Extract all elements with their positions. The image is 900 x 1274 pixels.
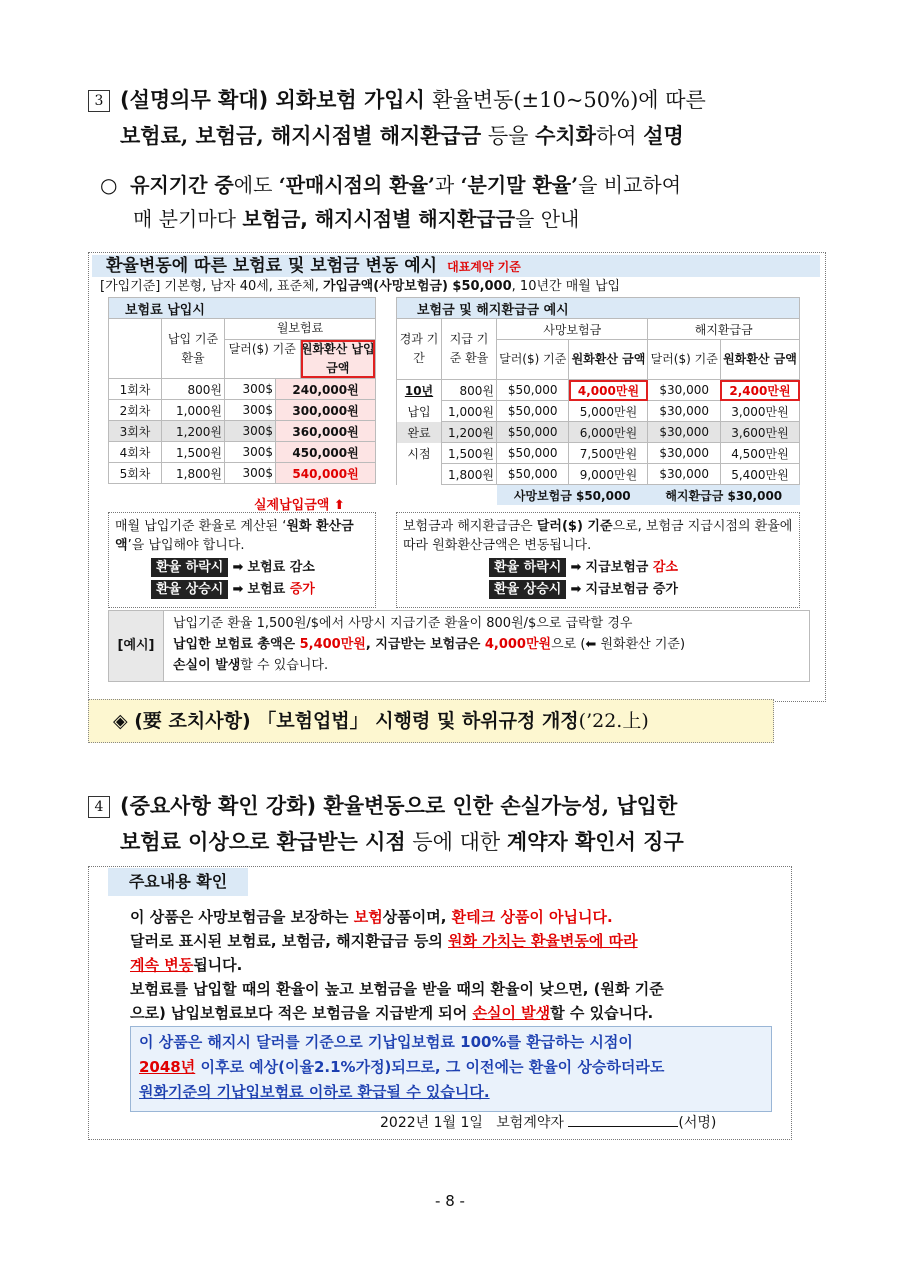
cell-krw: 450,000원: [276, 442, 376, 463]
text: 설명: [643, 123, 684, 148]
text: 보험: [353, 908, 383, 926]
cell-d_usd: $50,000: [497, 443, 569, 464]
text: 할 수 있습니다.: [240, 658, 329, 673]
text: [가입기준] 기본형, 남자 40세, 표준체,: [100, 279, 323, 294]
cell-d_usd: $50,000: [497, 401, 569, 422]
text: 증가: [289, 582, 315, 597]
col-monthly: [225, 319, 376, 379]
col-surrender: 해지환급금: [648, 319, 800, 340]
cell-period: 납입: [397, 401, 442, 422]
text: 환율변동(±10~50%)에 따른: [432, 88, 706, 112]
text: 외화보험 가입시: [268, 87, 433, 112]
cell-s_usd: $30,000: [648, 380, 720, 401]
text: 가입금액(사망보험금) $50,000: [323, 279, 512, 294]
cell-usd: 300$: [225, 421, 276, 442]
bullet-paragraph: [100, 168, 780, 236]
premium-table: [108, 297, 376, 484]
example-title-bar: [92, 255, 820, 277]
cell-n: 1회차: [109, 379, 162, 400]
empty-cell: [397, 485, 497, 506]
cell-n: 2회차: [109, 400, 162, 421]
text: 원화환산 기준): [596, 637, 686, 652]
cell-rate: 1,000원: [442, 401, 497, 422]
text: , 10년간 매월 납입: [511, 279, 621, 294]
page-number: - 8 -: [435, 1192, 465, 1210]
cell-rate: 1,800원: [442, 464, 497, 485]
col-rate: 납입 기준 환율: [162, 319, 225, 379]
confirmation-tab: 주요내용 확인: [108, 868, 248, 896]
table-row: [109, 463, 376, 484]
text: ‘판매시점의 환율’: [278, 173, 435, 197]
cell-s_krw: 3,600만원: [720, 422, 799, 443]
cell-usd: 300$: [225, 442, 276, 463]
cell-n: 5회차: [109, 463, 162, 484]
table-row: [397, 464, 800, 485]
col-monthly-label: 월보험료: [225, 319, 375, 340]
text: 납입기준 환율 1,500원/$에서 사망시 지급기준 환율이 800원/$으로 급락할 경우: [173, 616, 633, 631]
table-row: [109, 379, 376, 400]
arrow-right-icon: ➡: [570, 560, 582, 575]
cell-rate: 1,500원: [442, 443, 497, 464]
cell-period: [397, 464, 442, 485]
cell-rate: 800원: [162, 379, 225, 400]
empty-cell: [109, 319, 162, 379]
arrow-right-icon: ➡: [232, 582, 244, 597]
text: 지급보험금 증가: [585, 582, 678, 597]
arrow-right-icon: ➡: [232, 560, 244, 575]
cell-d_usd: $50,000: [497, 380, 569, 401]
tag-rate-rise: 환율 상승시: [151, 580, 228, 599]
text: 할 수 있습니다.: [550, 1004, 654, 1022]
cell-d_krw: 5,000만원: [569, 401, 648, 422]
arrow-left-icon: ⬅: [585, 637, 597, 652]
benefit-table-header: 보험금 및 해지환급금 예시: [397, 298, 800, 319]
text: 등에 대한: [405, 830, 507, 854]
col-death-benefit: 사망보험금: [497, 319, 648, 340]
cell-krw: 240,000원: [276, 379, 376, 400]
text: 을 안내: [515, 207, 580, 231]
benefit-table: [396, 297, 800, 505]
cell-krw: 360,000원: [276, 421, 376, 442]
cell-rate: 1,200원: [442, 422, 497, 443]
bullet-mark: ○: [100, 173, 118, 197]
table-row: [109, 421, 376, 442]
table-row: [109, 442, 376, 463]
confirm-line-4: 보험료를 납입할 때의 환율이 높고 보험금을 받을 때의 환율이 낮으면, (원화 기준: [130, 980, 664, 998]
text: 5,400만원: [299, 637, 366, 652]
text: 보험료 이상으로 환급받는 시점: [120, 829, 406, 854]
section-3-heading: [88, 82, 788, 154]
text: 손실이 발생: [173, 658, 241, 673]
text: 지급보험금: [585, 560, 653, 575]
text: 하여: [595, 124, 644, 148]
example-title: 환율변동에 따른 보험료 및 보험금 변동 예시: [106, 256, 438, 276]
example-title-note: 대표계약 기준: [447, 260, 521, 274]
signature-label: (서명): [678, 1115, 717, 1131]
text: 손실이 발생: [472, 1004, 551, 1022]
text: , 지급받는 보험금은: [365, 637, 485, 652]
note-left: [108, 512, 376, 608]
surrender-caption: 해지환급금 $30,000: [648, 485, 800, 506]
confirm-highlight: [130, 1026, 772, 1112]
death-benefit-caption: 사망보험금 $50,000: [497, 485, 648, 506]
confirm-line-1: [130, 906, 770, 928]
cell-usd: 300$: [225, 400, 276, 421]
cell-s_krw: 5,400만원: [720, 464, 799, 485]
cell-rate: 1,500원: [162, 442, 225, 463]
example-subtitle: [100, 278, 620, 296]
text: 에도: [233, 173, 279, 197]
premium-table-header: 보험료 납입시: [109, 298, 376, 319]
text: 수치화: [535, 123, 596, 148]
table-row: [109, 400, 376, 421]
section-3-title: (설명의무 확대): [120, 88, 269, 112]
col-period: 경과 기간: [397, 319, 442, 380]
text: 등을: [481, 124, 536, 148]
cell-d_krw: 9,000만원: [569, 464, 648, 485]
action-item-bar: [88, 699, 774, 743]
text: (’22.上): [578, 710, 649, 732]
cell-d_krw: 4,000만원: [569, 380, 648, 401]
text: 감소: [652, 560, 678, 575]
cell-d_krw: 7,500만원: [569, 443, 648, 464]
text: 실제납입금액: [254, 498, 330, 513]
cell-s_usd: $30,000: [648, 443, 720, 464]
cell-s_krw: 2,400만원: [720, 380, 799, 401]
text: 환율변동으로 인한 손실가능성, 납입한: [316, 793, 678, 818]
confirm-line-5: [130, 1002, 770, 1024]
cell-rate: 1,200원: [162, 421, 225, 442]
text: 이후로 예상(이율2.1%가정)되므로, 그 이전에는 환율이 상승하더라도: [195, 1058, 665, 1076]
cell-period: 10년: [397, 380, 442, 401]
text: 원화 가치는 환율변동에 따라: [448, 932, 638, 950]
text: 원화기준의 기납입보험료 이하로 환급될 수 있습니다.: [139, 1083, 490, 1101]
col-surr-usd: 달러($) 기준: [648, 340, 720, 380]
cell-d_usd: $50,000: [497, 464, 569, 485]
text: 매월 납입기준 환율로 계산된 ‘: [115, 519, 287, 534]
section-4-heading: [88, 788, 788, 860]
table-row: [397, 380, 800, 401]
cell-rate: 1,800원: [162, 463, 225, 484]
signature-field[interactable]: [568, 1126, 678, 1127]
text: 과: [434, 173, 461, 197]
tag-rate-fall: 환율 하락시: [151, 558, 228, 577]
section-4-title: (중요사항 확인 강화): [120, 794, 317, 818]
cell-d_krw: 6,000만원: [569, 422, 648, 443]
cell-usd: 300$: [225, 463, 276, 484]
text: 달러($) 기준: [536, 519, 613, 534]
confirm-line-3: [130, 954, 770, 976]
cell-period: 완료: [397, 422, 442, 443]
cell-s_usd: $30,000: [648, 464, 720, 485]
text: ’을 납입해야 합니다.: [127, 538, 245, 553]
signer-label: 보험계약자: [496, 1115, 564, 1131]
tag-rate-rise: 환율 상승시: [489, 580, 566, 599]
example-case: [108, 610, 810, 682]
text: 을 비교하여: [578, 173, 682, 197]
example-case-text: [173, 613, 685, 676]
cell-usd: 300$: [225, 379, 276, 400]
example-case-label: [예시]: [109, 611, 164, 681]
text: 2048년: [139, 1058, 196, 1076]
text: 보험료 감소: [247, 560, 315, 575]
text: 상품이며,: [382, 908, 452, 926]
cell-krw: 540,000원: [276, 463, 376, 484]
text: 됩니다.: [193, 956, 243, 974]
cell-n: 4회차: [109, 442, 162, 463]
arrow-right-icon: ➡: [570, 582, 582, 597]
text: ‘분기말 환율’: [460, 173, 579, 197]
cell-s_krw: 4,500만원: [720, 443, 799, 464]
cell-rate: 800원: [442, 380, 497, 401]
text: 이 상품은 해지시 달러를 기준으로 기납입보험료 100%를 환급하는 시점이: [139, 1033, 633, 1051]
text: 보험금, 해지시점별 해지환급금: [242, 207, 516, 231]
signature-date: 2022년 1월 1일: [380, 1115, 483, 1131]
text: 보험료: [247, 582, 290, 597]
cell-rate: 1,000원: [162, 400, 225, 421]
section-number-box: 3: [88, 90, 110, 112]
tag-rate-fall: 환율 하락시: [489, 558, 566, 577]
text: 환테크 상품이 아닙니다.: [451, 908, 613, 926]
signature-line: [380, 1112, 716, 1134]
text: 보험금과 해지환급금은: [403, 519, 537, 534]
table-row: [397, 422, 800, 443]
table-row: [397, 443, 800, 464]
cell-s_usd: $30,000: [648, 401, 720, 422]
text: 4,000만원: [484, 637, 552, 652]
note-right: [396, 512, 800, 608]
cell-period: 시점: [397, 443, 442, 464]
text: 매 분기마다: [133, 207, 243, 231]
text: 으로 (: [551, 637, 586, 652]
text: 으로, 보험금 지급시점의 환율에 따라 원화환산금액은 변동됩니다.: [403, 519, 793, 553]
text: 계속 변동: [130, 956, 194, 974]
text: ◈ (要 조치사항): [113, 710, 258, 732]
text: 계약자 확인서 징구: [506, 829, 684, 854]
text: 으로) 납입보험료보다 적은 보험금을 지급받게 되어: [130, 1004, 473, 1022]
col-usd: 달러($) 기준: [225, 340, 301, 378]
text: 「보험업법」 시행령 및 하위규정 개정: [257, 710, 579, 732]
col-death-krw: 원화환산 금액: [569, 340, 648, 380]
text: 원화 환산금액: [115, 519, 354, 553]
section-number-box: 4: [88, 796, 110, 818]
text: 납입한 보험료 총액은: [173, 637, 300, 652]
table-row: [397, 401, 800, 422]
cell-n: 3회차: [109, 421, 162, 442]
col-krw: 원화환산 납입금액: [301, 340, 376, 378]
col-death-usd: 달러($) 기준: [497, 340, 569, 380]
cell-s_usd: $30,000: [648, 422, 720, 443]
cell-krw: 300,000원: [276, 400, 376, 421]
cell-d_usd: $50,000: [497, 422, 569, 443]
text: 유지기간 중: [130, 173, 234, 197]
actual-payment-caption: 실제납입금액 ⬆: [254, 498, 345, 513]
cell-s_krw: 3,000만원: [720, 401, 799, 422]
text: 달러로 표시된 보험료, 보험금, 해지환급금 등의: [130, 932, 449, 950]
col-pay-rate: 지급 기준 환율: [442, 319, 497, 380]
col-surr-krw: 원화환산 금액: [720, 340, 799, 380]
confirm-line-2: [130, 930, 770, 952]
text: 보험료, 보험금, 해지시점별 해지환급금: [120, 123, 482, 148]
text: 이 상품은 사망보험금을 보장하는: [130, 908, 354, 926]
